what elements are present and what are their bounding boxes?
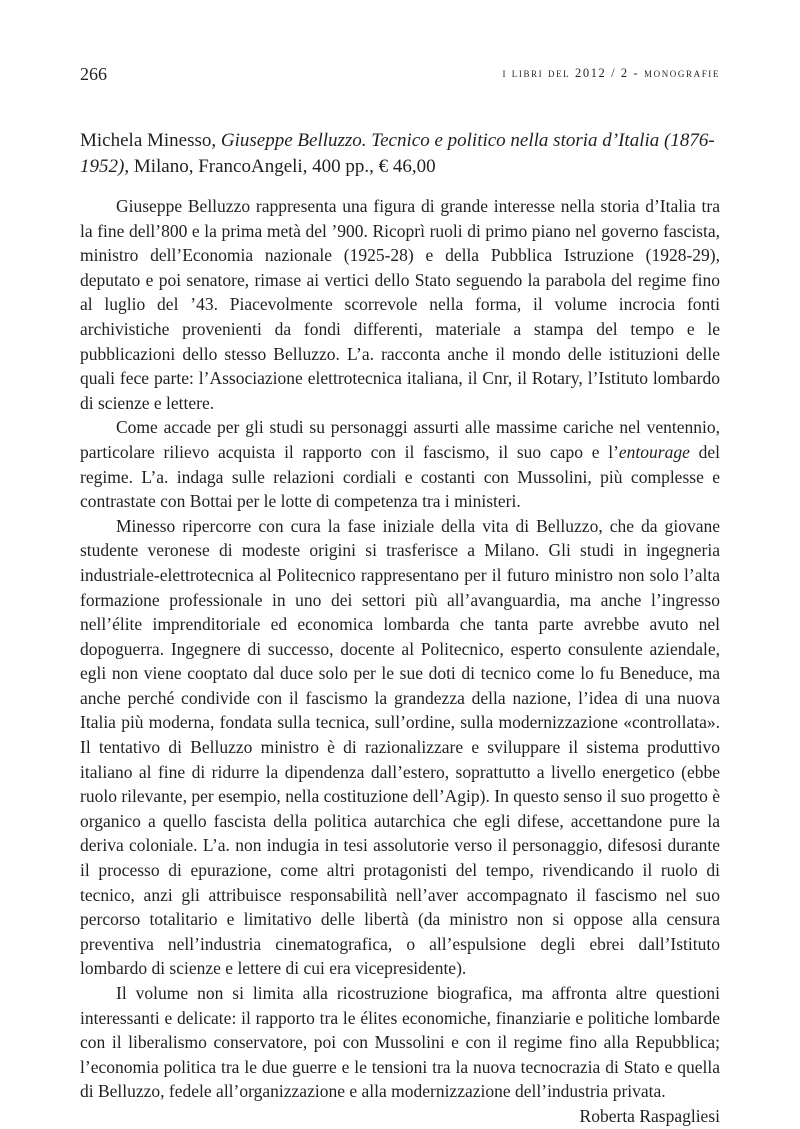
citation-author: Michela Minesso, [80,130,217,151]
paragraph-2-end: del regime. L’a. indaga sulle relazioni cordiali e costanti con Mussolini, più complesse e contrastate con Bottai per le lotte di competenza tra i ministeri. [80,441,721,512]
page-number: 266 [80,64,107,84]
paragraph-3: Minesso ripercorre con cura la fase iniziale della vita di Belluzzo, che da giovane studente veronese di modeste origini si trasferisce a Milano. Gli studi in ingegneria industriale-elettrotecnica al Politecnico rappresentano per il futuro ministro non solo l’alta formazione professionale in uno dei settori più all’avanguardia, ma anche l’ingresso nell’élite imprenditoriale ed economica lombarda che tanta parte avrebbe avuto nel dopoguerra. Ingegnere di successo, docente al Politecnico, esperto consulente aziendale, egli non viene cooptato dal duce solo per le sue doti di tecnico come lo fu Beneduce, ma anche perché condivide con il fascismo la grandezza della nazione, l’idea di una nuova Italia più moderna, fondata sulla tecnica, sull’ordine, sulla modernizzazione «controllata». Il tentativo di Belluzzo ministro è di razionalizzare e sviluppare il sistema produttivo italiano al fine di ridurre la dipendenza dall’estero, soprattutto a livello energetico (ebbe ruolo rilevante, per esempio, nella costituzione dell’Agip). In questo senso il suo progetto è organico a quello fascista della politica autarchica che egli difese, accettandone pure la deriva coloniale. L’a. non indugia in tesi assolutorie verso il personaggio, difesosi durante il processo di epurazione, come altri protagonisti del tempo, rivendicando il ruolo di tecnico, anzi gli attribuisce responsabilità nell’aver accompagnato il fascismo nel suo percorso totalitario e limitativo delle libertà (da ministro non si oppose alla censura preventiva nell’industria cinematografica, o all’espulsione degli ebrei dall’Istituto lombardo di scienze e lettere di cui era vicepresidente). [80,515,720,979]
citation-publication: , Milano, FrancoAngeli, 400 pp., € 46,00 [124,155,436,177]
paragraph-2 [80,415,720,513]
paragraph-4: Il volume non si limita alla ricostruzione biografica, ma affronta altre questioni interessanti e delicate: il rapporto tra le élites economiche, finanziarie e politiche lombarde con il liberalismo conservatore, poi con Mussolini e con il regime fino alla Repubblica; l’economia politica tra le due guerre e le tensioni tra la nuova tecnocrazia di Stato e quella di Belluzzo, fedele all’organizzazione e alla modernizzazione dell’industria privata. [80,983,720,1102]
entourage-italic: entourage [618,441,690,462]
running-head: i libri del 2012 / 2 - monografie [502,66,720,80]
citation-title: Giuseppe Belluzzo. Tecnico e politico nella storia d’Italia (1876-1952) [80,130,715,177]
reviewer-signature: Roberta Raspagliesi [579,1105,720,1126]
paragraph-1: Giuseppe Belluzzo rappresenta una figura di grande interesse nella storia d’Italia tra la fine dell’800 e la prima metà del ’900. Ricoprì ruoli di primo piano nel governo fascista, ministro dell’Economia nazionale (1925-28) e della Pubblica Istruzione (1928-29), deputato e poi senatore, rimase ai vertici dello Stato seguendo la parabola del regime fino al luglio del ’43. Piacevolmente scorrevole nella forma, il volume incrocia fonti archivistiche provenienti da fondi differenti, materiale a stampa del tempo e le pubblicazioni dello stesso Belluzzo. L’a. racconta anche il mondo delle istituzioni delle quali fece parte: l’Associazione elettrotecnica italiana, il Cnr, il Rotary, l’Istituto lombardo di scienze e lettere. [80,196,720,413]
page-header [80,64,720,94]
paragraph-2-start: Come accade per gli studi su personaggi assurti alle massime cariche nel ventennio, particolare rilievo acquista il rapporto con il fascismo, il suo capo e l’ [80,417,720,462]
review-body [80,194,720,1129]
book-citation [80,128,720,179]
